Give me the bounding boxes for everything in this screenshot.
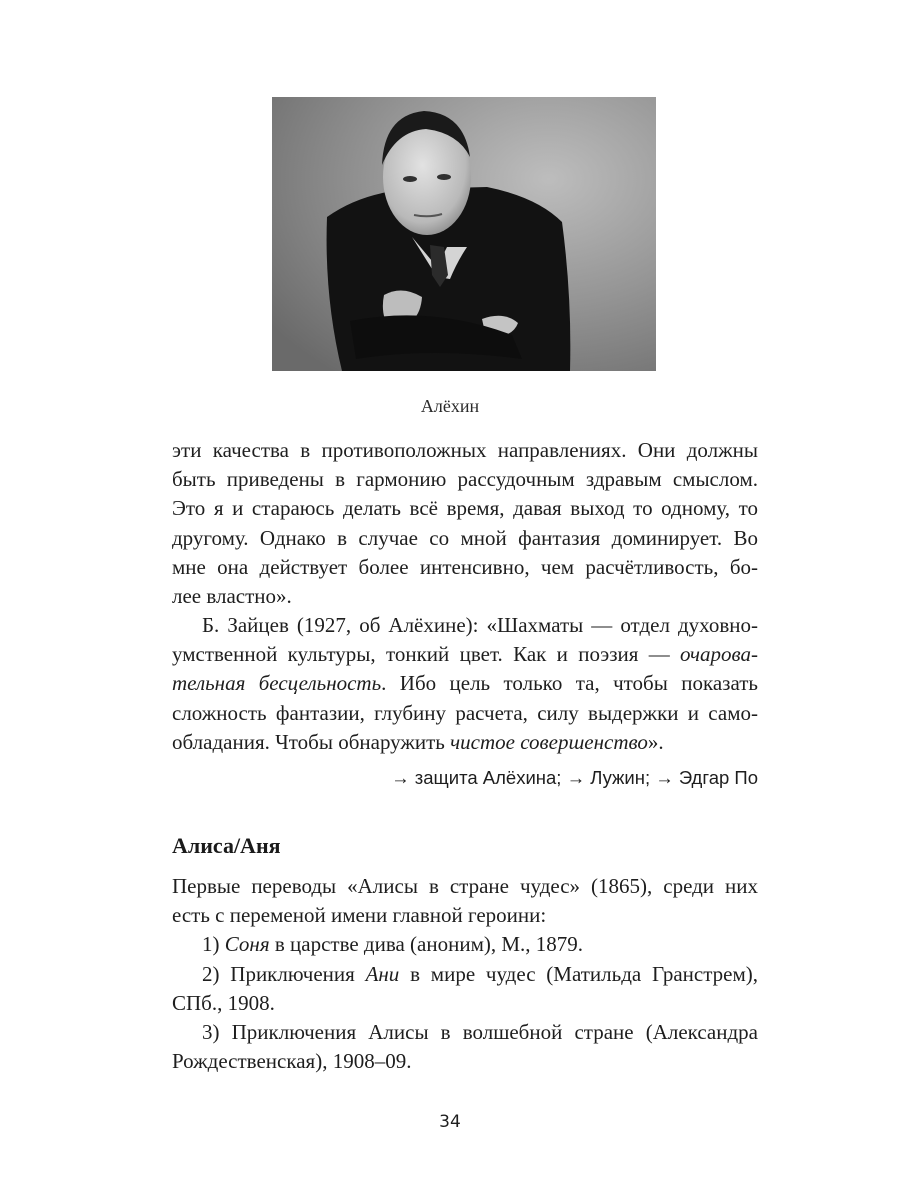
portrait-photo bbox=[272, 97, 656, 371]
arrow-icon: → bbox=[566, 767, 586, 788]
list-item-continuation: СПб., 1908. bbox=[172, 990, 275, 1015]
page-number: 34 bbox=[439, 1112, 461, 1132]
photo-caption: Алёхин bbox=[420, 396, 480, 416]
italic-phrase: очарова- bbox=[680, 642, 758, 667]
portrait-image bbox=[272, 97, 656, 371]
see-also-references bbox=[391, 767, 758, 789]
zaitsev-quote-paragraph bbox=[172, 611, 758, 757]
list-item-continuation: Рождественская), 1908–09. bbox=[172, 1049, 412, 1074]
text-line: сложность фантазии, глубину расчета, силу выдержки и само- bbox=[172, 700, 758, 725]
text-line: обладания. Чтобы обнаружить чистое совершенство». bbox=[172, 729, 664, 754]
text-line: тельная бесцельность. Ибо цель только та, чтобы показать bbox=[172, 671, 758, 696]
text-line: лее властно». bbox=[172, 583, 292, 608]
see-also-link-edgar-poe[interactable]: Эдгар По bbox=[678, 767, 758, 788]
list-item: 2) Приключения Ани в мире чудес (Матильда Гранстрем), bbox=[202, 961, 758, 986]
see-also-link-luzhin[interactable]: Лужин; bbox=[590, 767, 651, 788]
text-line: другому. Однако в случае со мной фантазия доминирует. Во bbox=[172, 525, 758, 550]
text-line: мне она действует более интенсивно, чем расчётливость, бо- bbox=[172, 554, 758, 579]
section-heading: Алиса/Аня bbox=[172, 833, 281, 858]
text-line: Первые переводы «Алисы в стране чудес» (1865), среди них bbox=[172, 874, 758, 898]
text-line: быть приведены в гармонию рассудочным здравым смыслом. bbox=[172, 467, 758, 492]
text-line: умственной культуры, тонкий цвет. Как и поэзия — очарова- bbox=[172, 642, 758, 667]
text-line: Это я и стараюсь делать всё время, давая выход то одному, то bbox=[172, 496, 758, 521]
see-also-link-alekhine-defence[interactable]: защита Алёхина; bbox=[414, 767, 562, 788]
text-line: эти качества в противоположных направлениях. Они должны bbox=[172, 438, 758, 462]
text-line: есть с переменой имени главной героини: bbox=[172, 903, 547, 928]
entry-continuation-text bbox=[172, 436, 758, 611]
text-line: Б. Зайцев (1927, об Алёхине): «Шахматы — отдел духовно- bbox=[202, 613, 758, 637]
arrow-icon: → bbox=[655, 767, 674, 788]
italic-name: Соня bbox=[224, 932, 270, 957]
italic-phrase: чистое совершенство bbox=[450, 729, 648, 754]
list-item: 3) Приключения Алисы в волшебной стране (Александра bbox=[202, 1019, 759, 1044]
list-item: 1) Соня в царстве дива (аноним), М., 1879. bbox=[202, 932, 584, 957]
arrow-icon: → bbox=[391, 767, 410, 788]
italic-name: Ани bbox=[365, 961, 400, 986]
section-body bbox=[172, 872, 758, 1076]
italic-phrase: тельная бесцельность bbox=[172, 671, 382, 696]
